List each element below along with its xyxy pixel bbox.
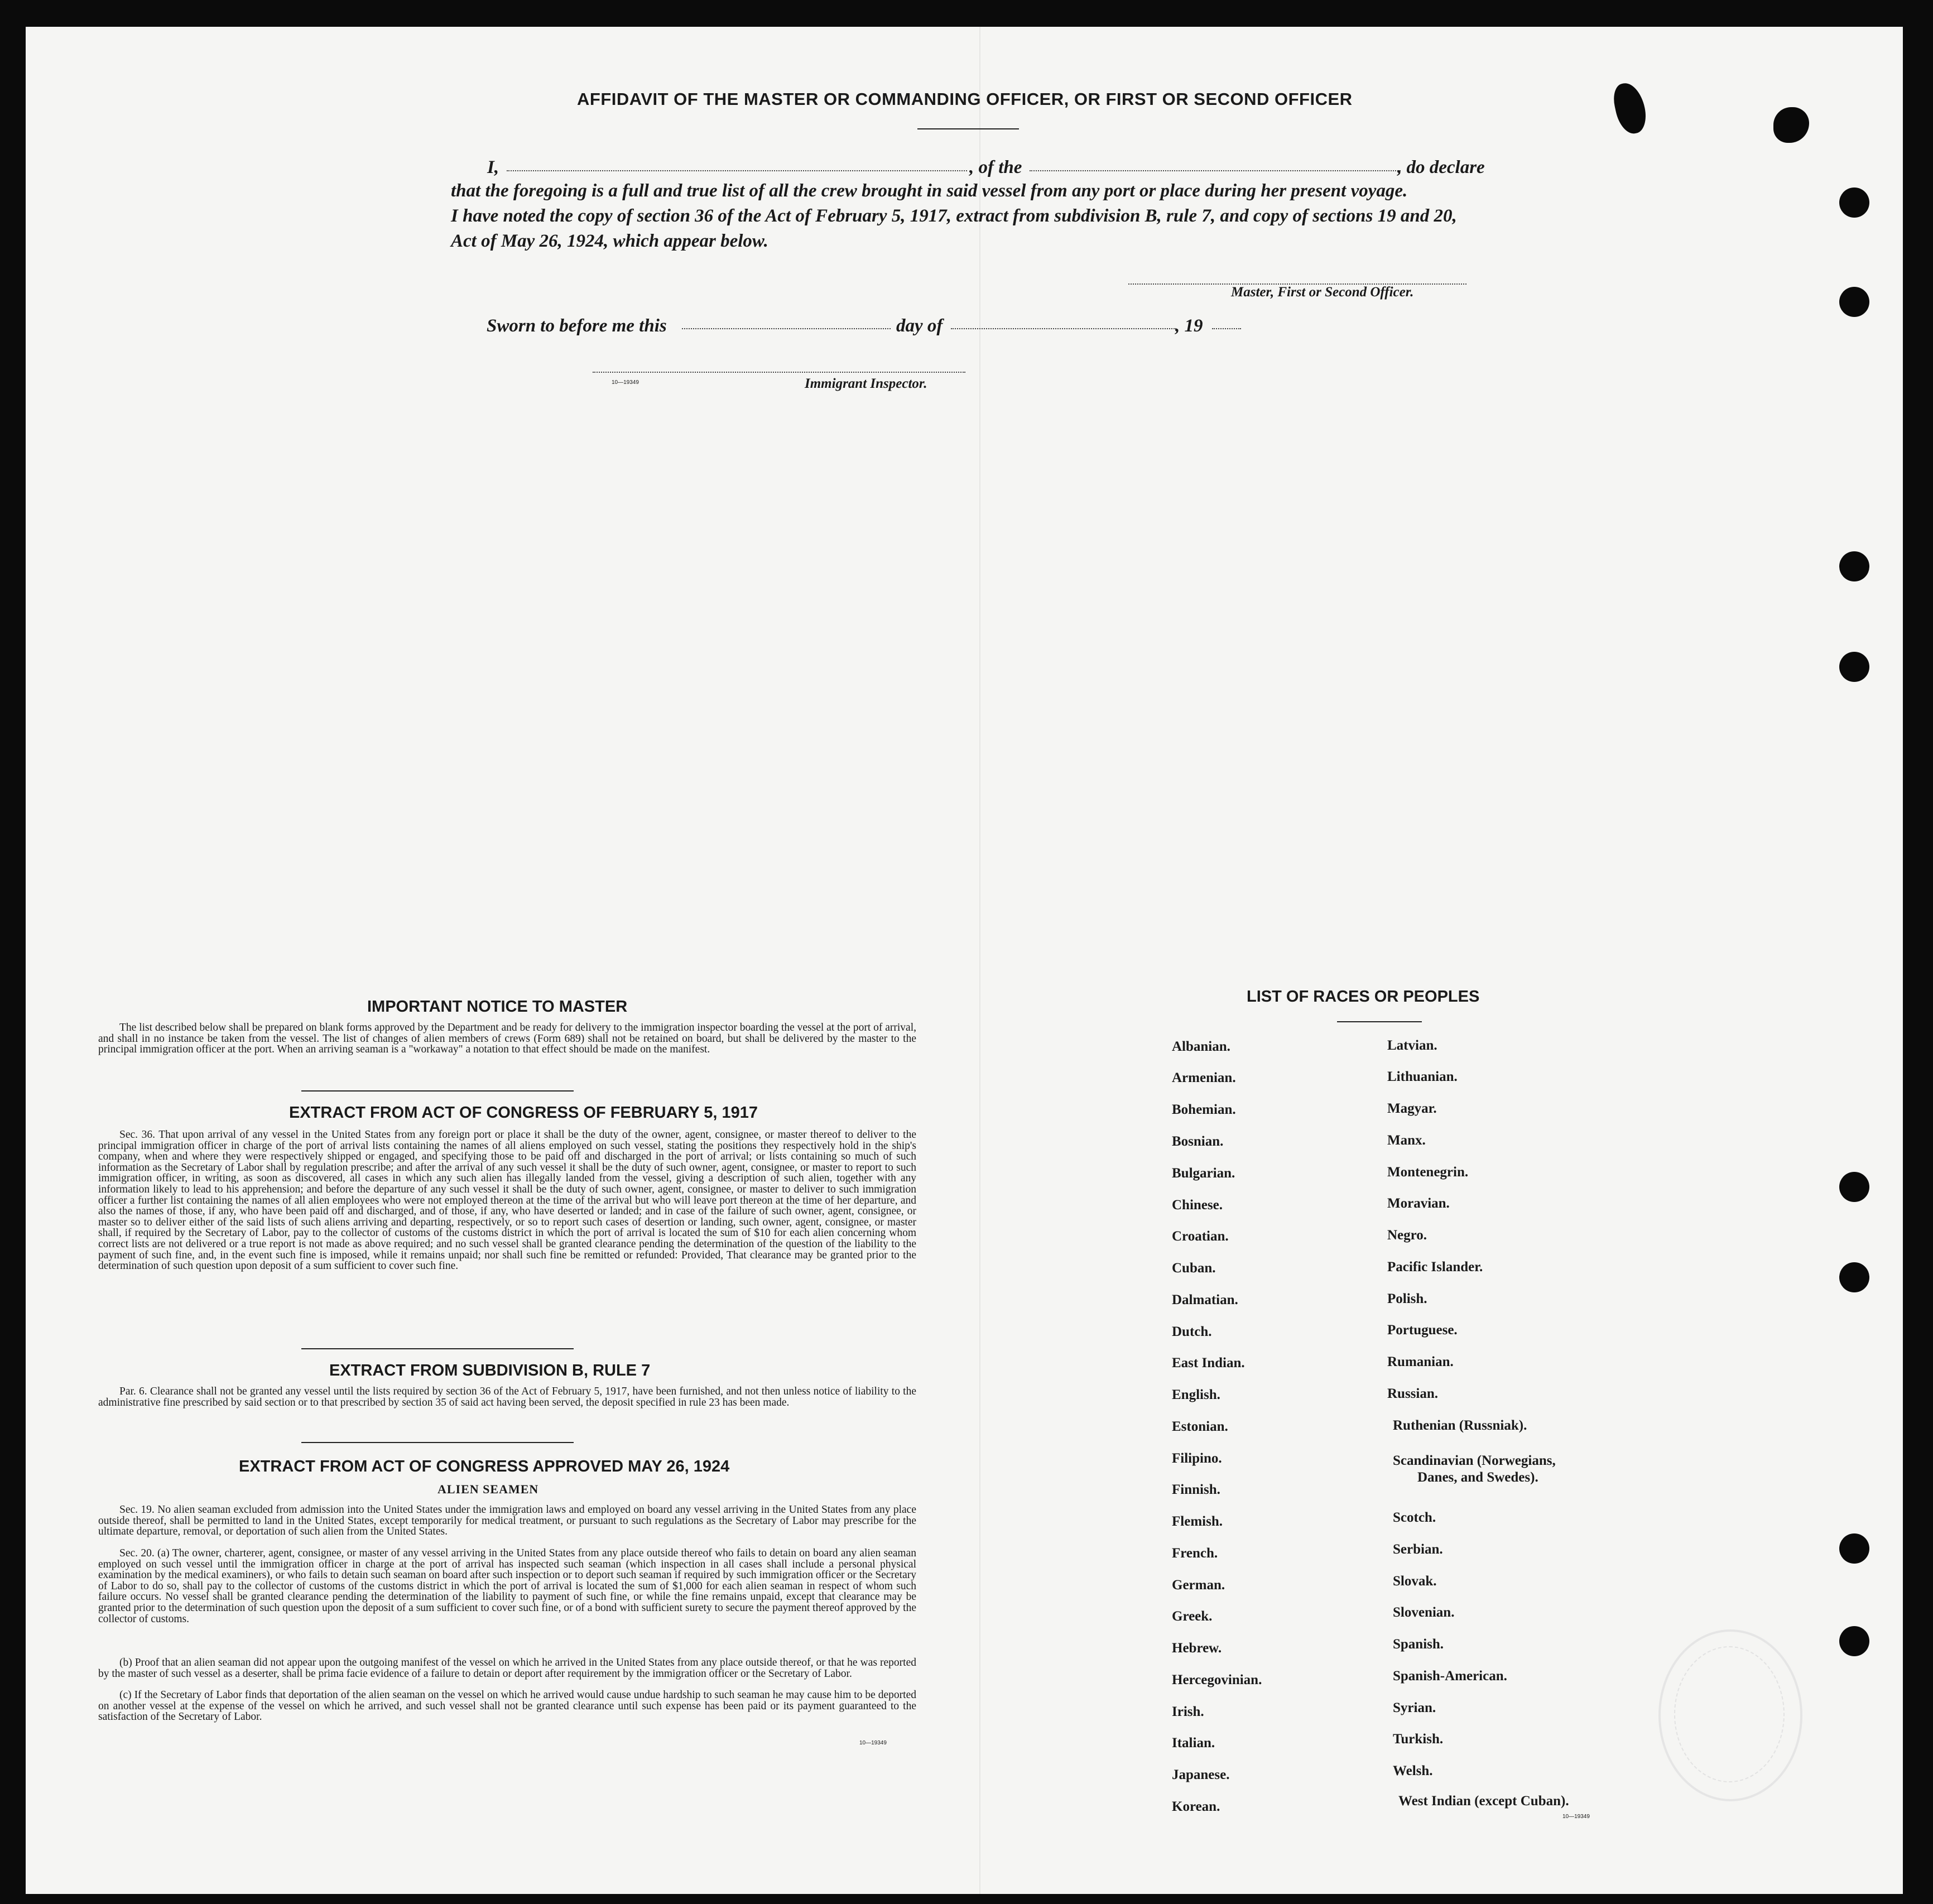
race-right-item: Moravian. [1387, 1196, 1450, 1211]
race-right-item: Manx. [1387, 1133, 1426, 1148]
race-right-item: Spanish. [1393, 1637, 1444, 1652]
sec20c-text: (c) If the Secretary of Labor finds that deportation of the alien seaman on the vessel on which he arrived would cause undue hardship to such seaman he may cause him to be deported on another vessel at the expense of the vessel on which he arrived, and such vessel shall not be granted clearance until such expense has been paid or its payment guaranteed to the satisfaction of the Secretary of Labor. [98, 1689, 916, 1723]
race-right-item: Russian. [1387, 1386, 1439, 1401]
race-right-item: Ruthenian (Russniak). [1393, 1418, 1527, 1433]
form-number: 10—19349 [1562, 1814, 1590, 1820]
binder-hole [1839, 1533, 1869, 1564]
section-divider [301, 1348, 574, 1349]
race-right-item: Rumanian. [1387, 1354, 1454, 1369]
notice-text: The list described below shall be prepared on blank forms approved by the Department and be ready for delivery to the immigration inspector boarding the vessel at the port of arrival, and shall in no instance be taken from the vessel. The list of changes of alien members of crews (Form 689) shall not be retained on board, but shall be delivered by the master to the principal immigration officer at the port. When an arriving seaman is a "workaway" a notation to that effect should be made on the manifest. [98, 1022, 916, 1056]
binder-hole [1839, 1262, 1869, 1292]
race-right-item: Serbian. [1393, 1542, 1443, 1557]
race-left-item: East Indian. [1172, 1355, 1245, 1371]
name-blank [507, 170, 967, 171]
sworn-year-blank [1212, 328, 1241, 329]
page-fold-line [979, 27, 980, 1894]
race-left-item: Korean. [1172, 1799, 1220, 1814]
sec20a-text: Sec. 20. (a) The owner, charterer, agent, consignee, or master of any vessel arriving in the United States from any place outside thereof who fails to detain on board any alien seaman employed on such vessel until the immigration officer in charge at the port of arrival has inspected such seaman (which inspection in all cases shall include a personal physical examination by the medical examiners), or who fails to detain such seaman on board after such inspection or to deport such seaman if required by such immigration officer or the Secretary of Labor to do so, shall pay to the collector of customs of the customs district in which the port of arrival is located the sum of $1,000 for each alien seaman in respect of whom such failure occurs. No vessel shall be granted clearance pending the determination of the liability to payment of such fine, or while the fine remains unpaid, except that clearance may be granted prior to the determination of such question upon the deposit of a sum sufficient to cover such fine, or of a bond with sufficient surety to secure the payment thereof approved by the collector of customs. [98, 1547, 916, 1625]
extract-1924-heading: EXTRACT FROM ACT OF CONGRESS APPROVED MAY 26, 1924 [239, 1458, 730, 1475]
race-left-item: French. [1172, 1546, 1218, 1561]
race-left-item: Cuban. [1172, 1261, 1216, 1276]
affidavit-line-3: I have noted the copy of section 36 of the Act of February 5, 1917, extract from subdivision B, rule 7, and copy of sections 19 and 20, [451, 206, 1457, 226]
extract-rule7-text: Par. 6. Clearance shall not be granted any vessel until the lists required by section 36 of the Act of February 5, 1917, have been furnished, and not then unless notice of liability to the administrative fine prescribed by said section or to that prescribed by section 35 of said act having been served, the deposit specified in rule 23 has been made. [98, 1386, 916, 1408]
race-left-item: German. [1172, 1578, 1225, 1593]
scan-border-right [1903, 0, 1933, 1904]
races-heading: LIST OF RACES OR PEOPLES [1247, 988, 1480, 1006]
race-right-item: West Indian (except Cuban). [1398, 1794, 1569, 1809]
sec19-text: Sec. 19. No alien seaman excluded from admission into the United States under the immigration laws and employed on board any vessel arriving in the United States from any place outside thereof, shall be permitted to land in the United States, except temporarily for medical treatment, or pursuant to such regulations as the Secretary of Labor may prescribe for the ultimate departure, removal, or deportation of such alien from the United States. [98, 1504, 916, 1538]
sworn-prefix: Sworn to before me this [487, 316, 667, 336]
form-number: 10—19349 [859, 1740, 887, 1746]
race-right-item: Lithuanian. [1387, 1069, 1458, 1084]
races-divider [1337, 1021, 1422, 1022]
signature-caption: Master, First or Second Officer. [1231, 285, 1414, 300]
race-right-item: Latvian. [1387, 1038, 1437, 1053]
race-right-item: Spanish-American. [1393, 1669, 1507, 1684]
alien-seamen-subheading: ALIEN SEAMEN [437, 1482, 539, 1496]
race-right-item: Montenegrin. [1387, 1165, 1469, 1180]
binder-hole [1839, 187, 1869, 218]
scan-border-bottom [0, 1894, 1933, 1904]
race-right-item: Portuguese. [1387, 1323, 1458, 1338]
binder-hole [1839, 1172, 1869, 1202]
sworn-month-blank [951, 328, 1176, 329]
race-right-item: Syrian. [1393, 1700, 1436, 1715]
sworn-day-blank [682, 328, 891, 329]
race-left-item: Flemish. [1172, 1514, 1223, 1529]
race-left-item: Dalmatian. [1172, 1292, 1238, 1307]
race-left-item: Bulgarian. [1172, 1166, 1235, 1181]
race-left-item: Filipino. [1172, 1451, 1222, 1466]
affidavit-i: I, [487, 157, 499, 177]
affidavit-title: AFFIDAVIT OF THE MASTER OR COMMANDING OFFICER, OR FIRST OR SECOND OFFICER [577, 89, 1353, 109]
race-left-item: English. [1172, 1387, 1220, 1402]
race-left-item: Irish. [1172, 1704, 1204, 1719]
race-left-item: Albanian. [1172, 1039, 1230, 1054]
vessel-blank [1030, 170, 1401, 171]
scan-border-left [0, 0, 26, 1904]
race-left-item: Italian. [1172, 1735, 1215, 1751]
race-left-item: Bosnian. [1172, 1134, 1224, 1149]
title-divider [917, 128, 1019, 129]
inspector-caption: Immigrant Inspector. [805, 376, 927, 391]
binder-hole [1839, 1626, 1869, 1656]
binder-hole [1839, 551, 1869, 581]
race-right-item: Polish. [1387, 1291, 1427, 1306]
binder-hole [1839, 287, 1869, 317]
race-right-item: Pacific Islander. [1387, 1259, 1483, 1275]
race-right-item: Slovenian. [1393, 1605, 1455, 1620]
race-right-item: Negro. [1387, 1228, 1427, 1243]
affidavit-line-4: Act of May 26, 1924, which appear below. [451, 231, 768, 251]
affidavit-do-declare: , do declare [1397, 157, 1485, 177]
extract-1917-heading: EXTRACT FROM ACT OF CONGRESS OF FEBRUARY 5, 1917 [289, 1104, 758, 1122]
sec20b-text: (b) Proof that an alien seaman did not appear upon the outgoing manifest of the vessel on which he arrived in the United States from any place outside thereof, or that he was reported by the master of such vessel as a deserter, shall be prima facie evidence of a failure to detain or deport after requirement by the immigration officer or the Secretary of Labor. [98, 1657, 916, 1680]
sworn-year: , 19 [1175, 316, 1203, 336]
race-left-item: Armenian. [1172, 1070, 1236, 1085]
race-left-item: Estonian. [1172, 1419, 1228, 1434]
section-divider [301, 1090, 574, 1092]
race-left-item: Chinese. [1172, 1198, 1223, 1213]
race-left-item: Finnish. [1172, 1482, 1220, 1497]
race-left-item: Croatian. [1172, 1229, 1229, 1244]
race-left-item: Dutch. [1172, 1324, 1212, 1339]
race-right-item: Turkish. [1393, 1732, 1444, 1747]
binder-hole [1839, 652, 1869, 682]
race-left-item: Hebrew. [1172, 1641, 1222, 1656]
race-left-item: Hercegovinian. [1172, 1672, 1262, 1687]
affidavit-line-2: that the foregoing is a full and true list of all the crew brought in said vessel from any port or place during her present voyage. [451, 181, 1408, 201]
race-right-item: Scandinavian (Norwegians, [1393, 1453, 1556, 1468]
notice-heading: IMPORTANT NOTICE TO MASTER [367, 998, 628, 1016]
scan-border-top [0, 0, 1933, 27]
race-right-item: Scotch. [1393, 1510, 1436, 1525]
race-left-item: Japanese. [1172, 1767, 1230, 1782]
form-number: 10—19349 [612, 379, 639, 386]
inspector-signature-line [593, 372, 965, 373]
sworn-day-of: day of [896, 316, 943, 336]
race-left-item: Bohemian. [1172, 1102, 1236, 1117]
race-left-item: Greek. [1172, 1609, 1213, 1624]
faint-seal-stamp-inner [1674, 1646, 1785, 1782]
affidavit-of-the: , of the [969, 157, 1022, 177]
race-right-item: Danes, and Swedes). [1417, 1470, 1538, 1485]
extract-1917-text: Sec. 36. That upon arrival of any vessel in the United States from any foreign port or place it shall be the duty of the owner, agent, consignee, or master thereof to deliver to the principal immigration officer in charge of the port of arrival lists containing the names of all aliens employed on such vessel, stating the positions they respectively hold in the ship's company, when and where they were respectively shipped or engaged, and specifying those to be paid off and discharged in the port of arrival; or lists containing so much of such information as the Secretary of Labor shall by regulation prescribe; and after the arrival of any such vessel it shall be the duty of such owner, agent, consignee, or master to report to such immigration officer, in writing, as soon as discovered, all cases in which any such alien has illegally landed from the vessel, giving a description of such alien, together with any information likely to lead to his apprehension; and before the departure of any such vessel it shall be the duty of such owner, agent, consignee, or master to deliver to such immigration officer a further list containing the names of all alien employees who were not employed thereon at the time of the arrival but who will leave port thereon at the time of her departure, and also the names of those, if any, who have been paid off and discharged, and of those, if any, who have deserted or landed; and in case of the failure of such owner, agent, consignee, or master so to deliver either of the said lists of such aliens arriving and departing, respectively, or so to report such cases of desertion or landing, such owner, agent, consignee, or master shall, if required by the Secretary of Labor, pay to the collector of customs of the customs district in which the port of arrival is located the sum of $10 for each alien concerning whom correct lists are not delivered or a true report is not made as above required; and no such vessel shall be granted clearance pending the determination of the question of the liability to the payment of such fine, and, in the event such fine is imposed, while it remains unpaid; nor shall such fine be remitted or refunded: Provided, That clearance may be granted prior to the determination of such question upon deposit of a sum sufficient to cover such fine. [98, 1129, 916, 1272]
section-divider [301, 1442, 574, 1443]
race-right-item: Welsh. [1393, 1763, 1433, 1778]
race-right-item: Slovak. [1393, 1574, 1437, 1589]
extract-rule7-heading: EXTRACT FROM SUBDIVISION B, RULE 7 [329, 1362, 651, 1379]
race-right-item: Magyar. [1387, 1101, 1437, 1116]
